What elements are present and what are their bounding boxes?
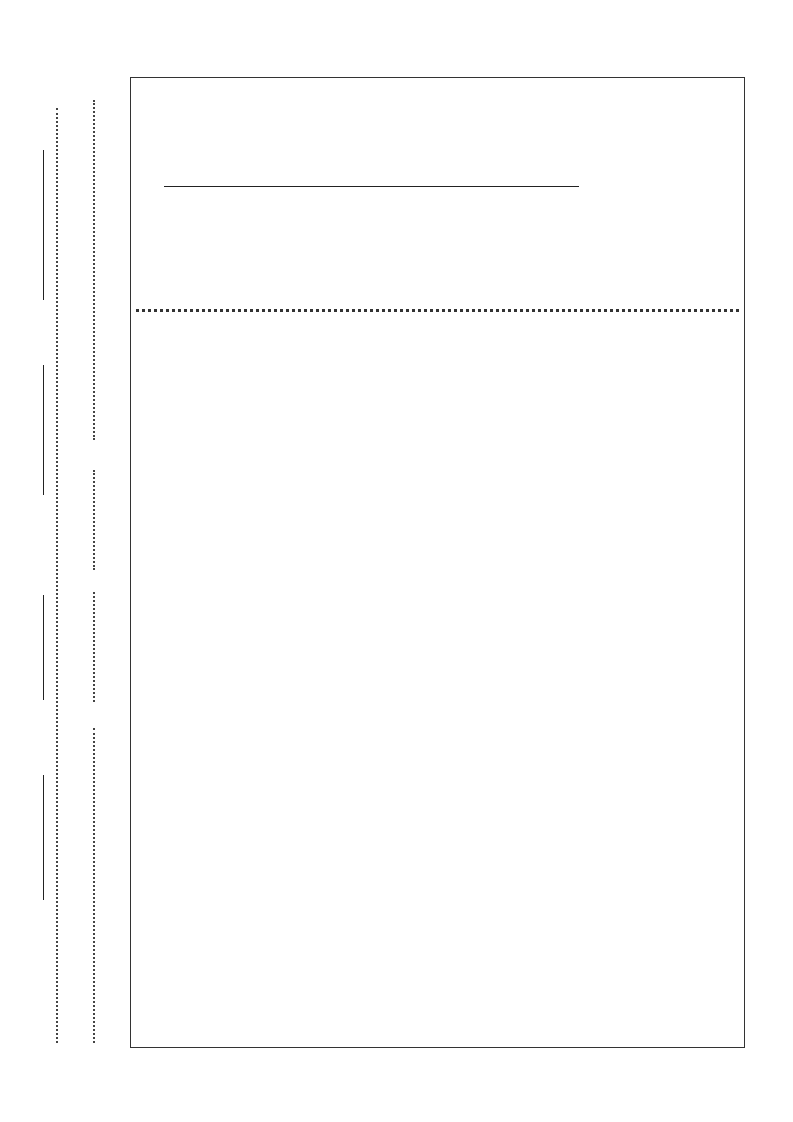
name-field[interactable] [472,175,579,187]
signature-line [43,365,44,495]
major-field[interactable] [271,175,378,187]
binding-dotted-line [93,592,95,702]
student-info-row [164,175,579,190]
binding-dotted-line [93,470,95,570]
binding-dotted-line [93,728,95,1043]
signature-line [43,775,44,900]
signature-line [43,595,44,700]
signature-line [43,150,44,300]
college-field[interactable] [164,175,271,187]
exam-frame [130,77,745,1048]
separator-dotted-line [136,309,739,312]
margin-dotted-line [56,108,58,1043]
student-id-field[interactable] [378,175,472,187]
binding-dotted-line [93,100,95,440]
